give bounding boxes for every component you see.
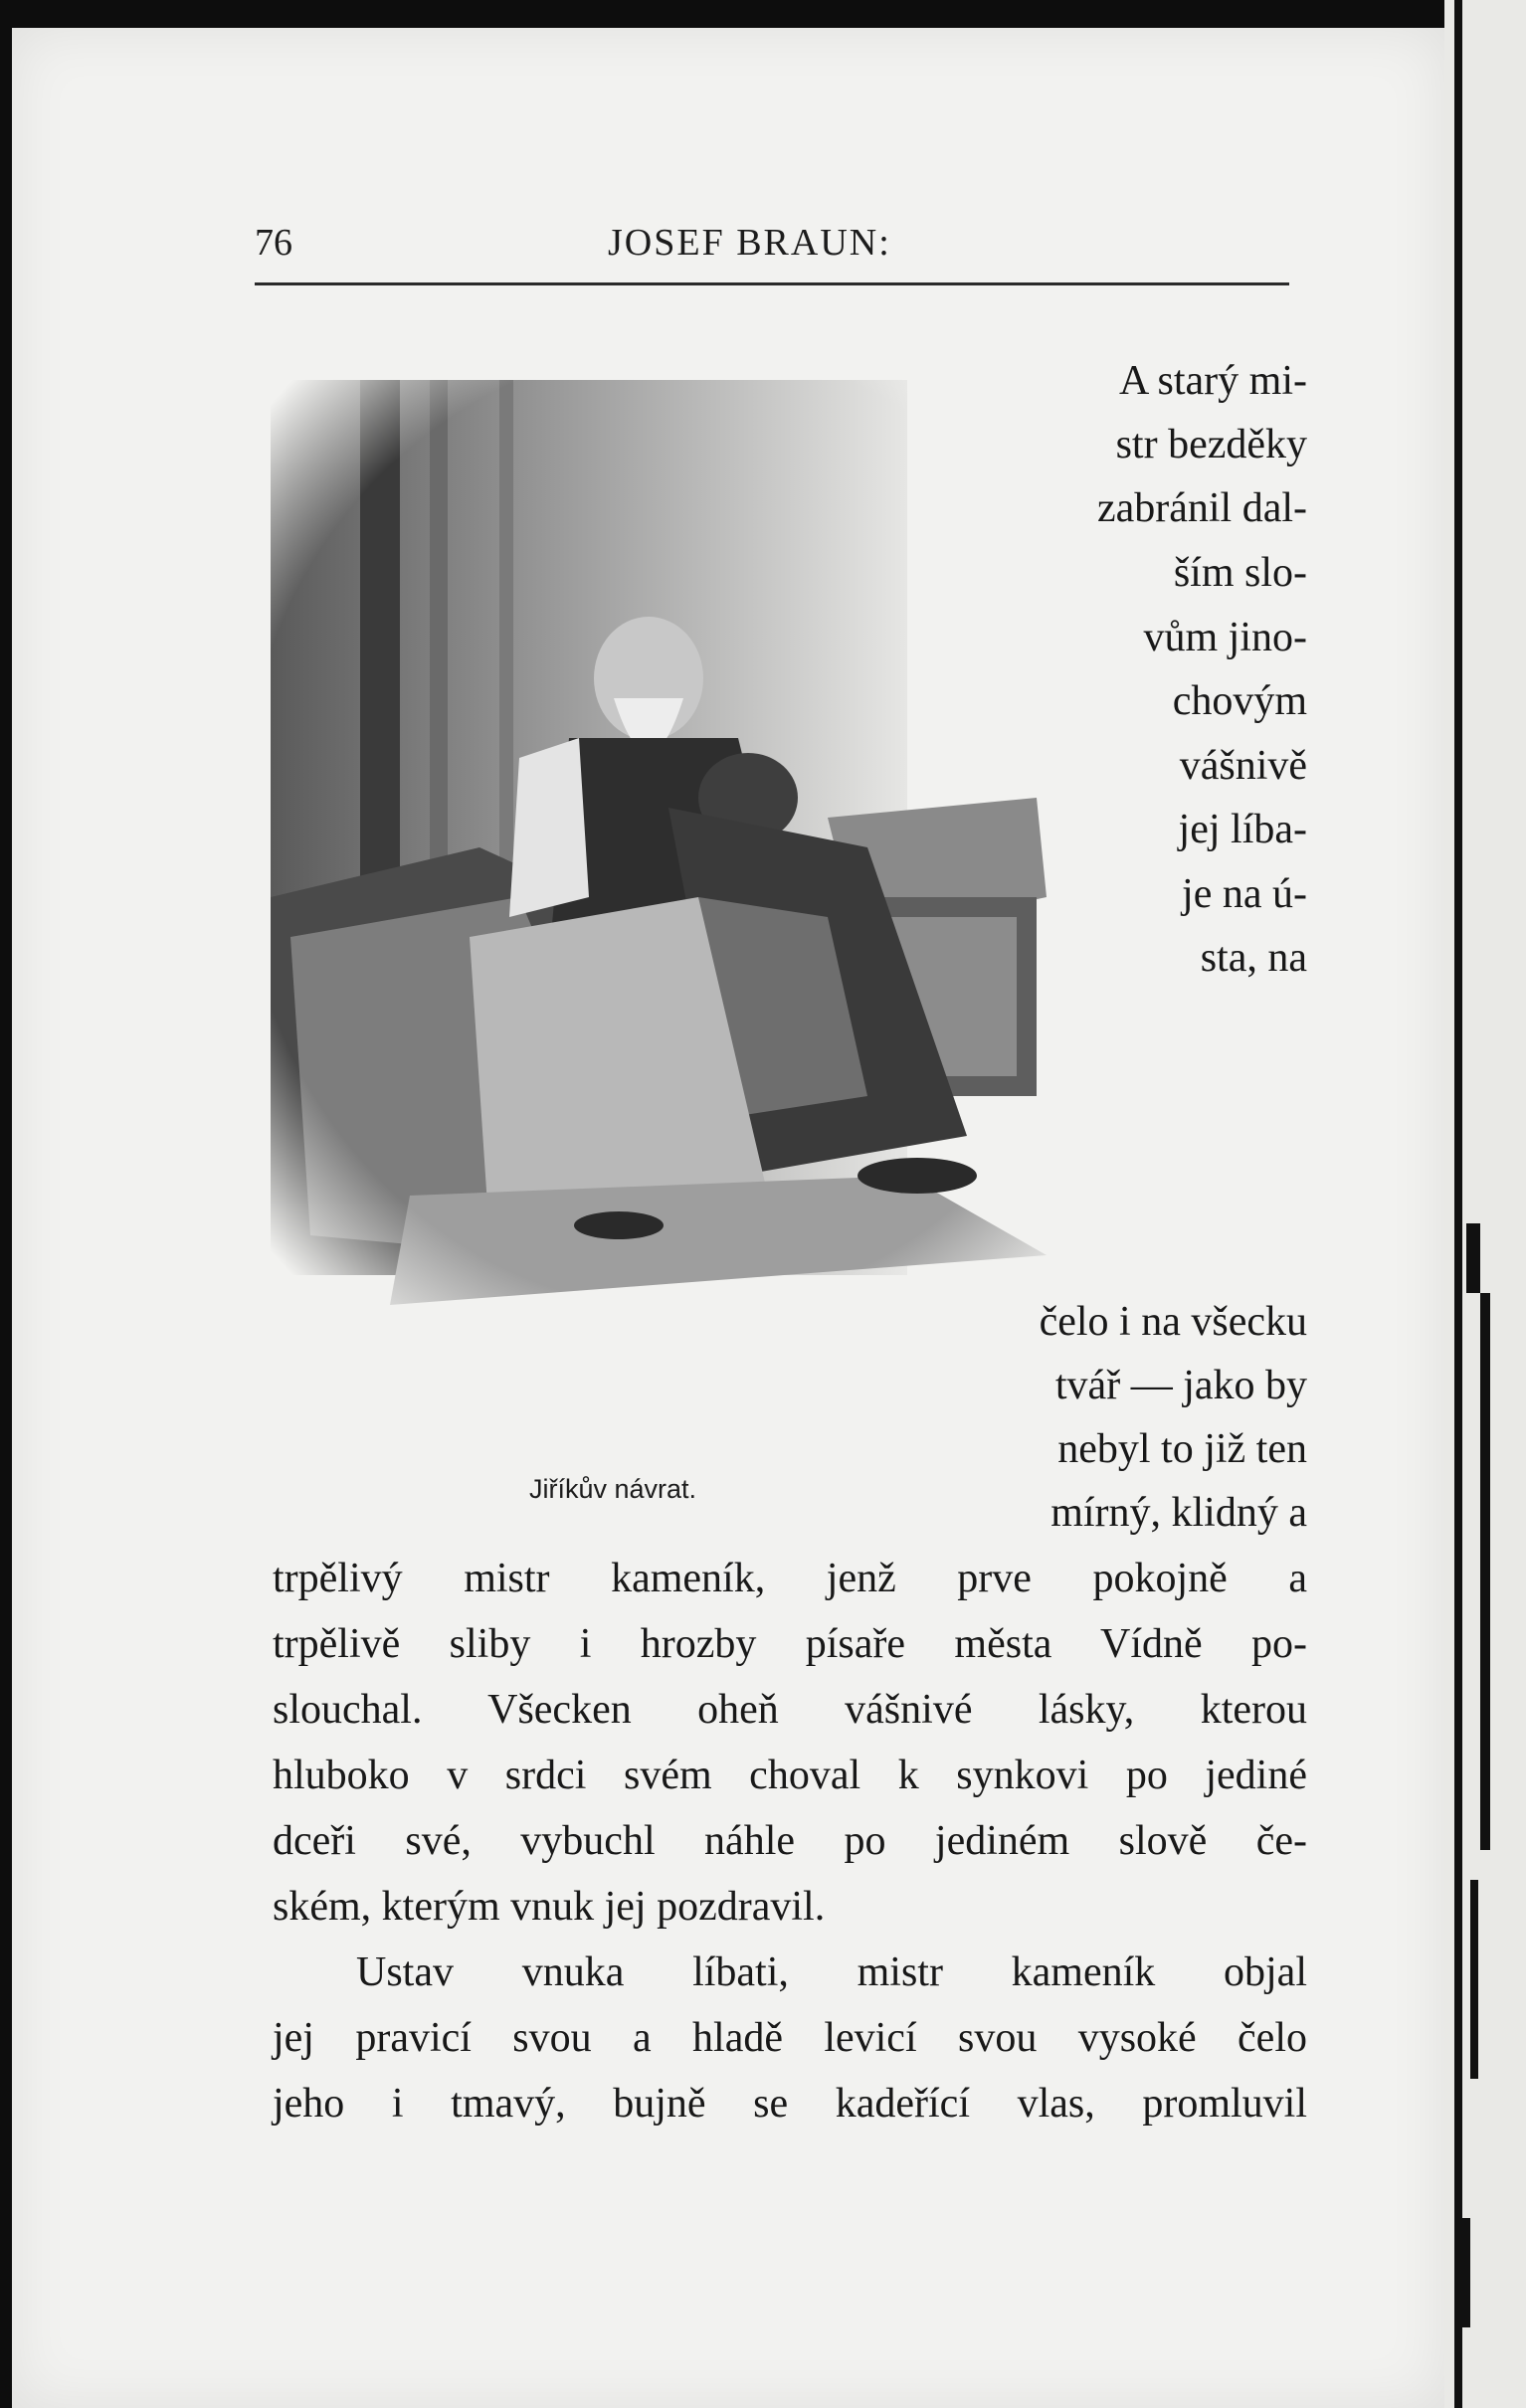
body-text-line: dceři své, vybuchl náhle po jediném slově če- — [273, 1818, 1307, 1864]
adjacent-page-mark — [1462, 2218, 1470, 2327]
side-text-line: jej líba- — [1178, 807, 1307, 852]
adjacent-page-mark — [1466, 1223, 1480, 1293]
adjacent-page-edge — [1454, 0, 1462, 2408]
side-text-line: zabránil dal- — [1096, 485, 1307, 531]
side-text-line: A starý mi- — [1119, 358, 1307, 404]
body-text-line: hluboko v srdci svém choval k synkovi po jediné — [273, 1753, 1307, 1798]
header-rule — [255, 282, 1289, 285]
side-text-line: vům jino- — [1143, 615, 1307, 660]
side-text-line: chovým — [1172, 678, 1307, 724]
wrap-text-line: tvář — jako by — [1054, 1363, 1307, 1408]
adjacent-page-mark — [1470, 1880, 1478, 2079]
side-text-line: vášnivě — [1179, 743, 1307, 789]
engraving-illustration — [271, 380, 1186, 1375]
body-text-line: slouchal. Všecken oheň vášnivé lásky, kterou — [273, 1687, 1307, 1733]
body-text-line: ském, kterým vnuk jej pozdravil. — [273, 1884, 826, 1930]
illustration-caption: Jiříkův návrat. — [529, 1474, 697, 1504]
wrap-text-line: nebyl to již ten — [1057, 1426, 1307, 1472]
side-text-line: je na ú- — [1182, 871, 1307, 917]
wrap-text-line: čelo i na všecku — [1039, 1299, 1307, 1345]
body-text-line: jej pravicí svou a hladě levicí svou vysoké čelo — [273, 2015, 1307, 2061]
adjacent-page-mark — [1480, 1293, 1490, 1850]
body-text-line: trpělivý mistr kameník, jenž prve pokojně a — [273, 1556, 1307, 1601]
side-text-line: str bezděky — [1115, 422, 1307, 467]
page-header — [255, 221, 1289, 271]
body-text-line: jeho i tmavý, bujně se kadeřící vlas, promluvil — [273, 2081, 1307, 2127]
wrap-text-line: mírný, klidný a — [1050, 1490, 1307, 1536]
running-head: JOSEF BRAUN: — [608, 222, 891, 264]
side-text-line: sta, na — [1200, 935, 1307, 981]
body-text-line: trpělivě sliby i hrozby písaře města Vídně po- — [273, 1621, 1307, 1667]
page-number: 76 — [255, 222, 292, 264]
body-text-line: Ustav vnuka líbati, mistr kameník objal — [356, 1949, 1307, 1995]
side-text-line: ším slo- — [1173, 550, 1307, 596]
